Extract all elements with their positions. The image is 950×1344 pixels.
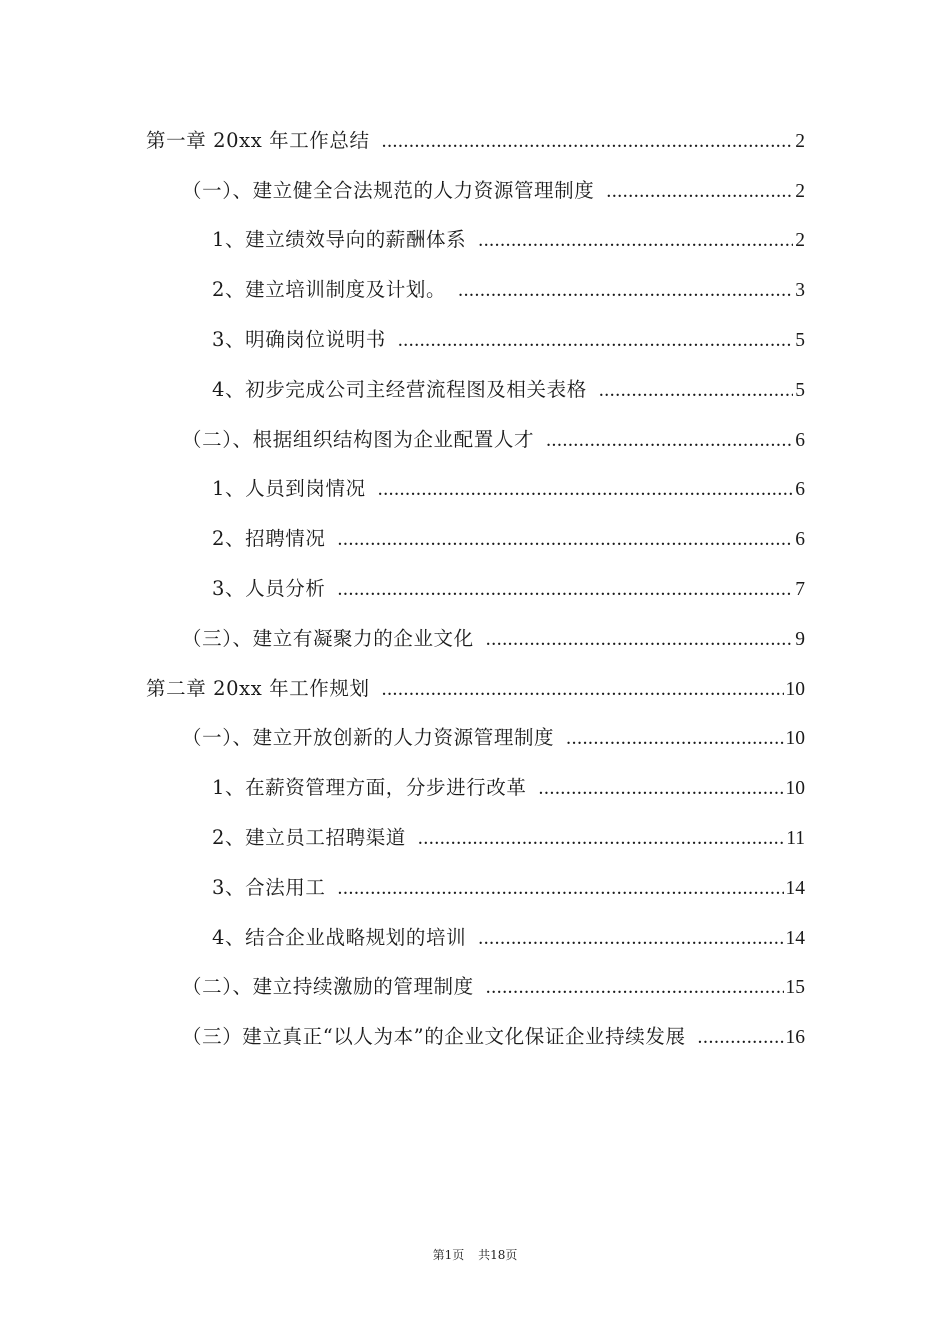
toc-dot-leader (418, 828, 784, 850)
toc-entry-page-number: 6 (795, 529, 805, 551)
toc-entry[interactable] (0, 413, 950, 463)
toc-dot-leader (338, 878, 784, 900)
toc-entry[interactable] (0, 961, 950, 1011)
toc-dot-leader (338, 529, 794, 551)
toc-entry-page-number: 2 (795, 230, 805, 252)
toc-entry-title: 1、在薪资管理方面，分步进行改革 (212, 776, 527, 800)
toc-entry-page-number: 5 (795, 330, 805, 352)
toc-entry-title: 1、人员到岗情况 (212, 477, 366, 501)
toc-entry[interactable] (0, 761, 950, 811)
toc-entry[interactable] (0, 911, 950, 961)
toc-entry-line (182, 623, 805, 651)
table-of-contents (0, 114, 950, 1060)
toc-dot-leader (398, 330, 793, 352)
toc-entry-line (182, 722, 805, 750)
toc-entry[interactable] (0, 712, 950, 762)
toc-dot-leader (698, 1027, 784, 1049)
toc-entry-page-number: 10 (785, 678, 805, 700)
toc-entry-line (182, 175, 805, 203)
toc-entry-title: （二）、建立持续激励的管理制度 (182, 975, 474, 999)
toc-entry-title: 2、招聘情况 (212, 527, 326, 551)
toc-entry-title: 2、建立培训制度及计划。 (212, 278, 447, 302)
toc-entry-page-number: 14 (785, 927, 805, 949)
page-footer (0, 1246, 950, 1263)
toc-entry[interactable] (0, 662, 950, 712)
toc-entry[interactable] (0, 114, 950, 164)
toc-entry-title: （三）建立真正“以人为本”的企业文化保证企业持续发展 (182, 1025, 686, 1049)
toc-dot-leader (338, 579, 794, 601)
toc-dot-leader (378, 479, 794, 501)
toc-entry-line (212, 224, 805, 252)
toc-entry[interactable] (0, 363, 950, 413)
toc-entry-title: （一）、建立开放创新的人力资源管理制度 (182, 726, 555, 750)
toc-dot-leader (382, 131, 794, 153)
toc-entry-page-number: 10 (785, 778, 805, 800)
toc-entry-title: 第一章 20xx 年工作总结 (146, 128, 370, 152)
toc-entry-title: （三）、建立有凝聚力的企业文化 (182, 626, 474, 650)
toc-dot-leader (566, 728, 783, 750)
toc-entry-line (212, 772, 805, 800)
toc-entry-line (146, 125, 805, 153)
toc-entry[interactable] (0, 214, 950, 264)
toc-entry-page-number: 16 (785, 1027, 805, 1049)
toc-dot-leader (539, 778, 784, 800)
footer-page-number: 第1页 (432, 1248, 465, 1262)
toc-entry-line (212, 374, 805, 402)
toc-entry-page-number: 6 (795, 479, 805, 501)
toc-entry[interactable] (0, 612, 950, 662)
toc-entry-page-number: 2 (795, 130, 805, 152)
toc-dot-leader (606, 181, 793, 203)
toc-entry-title: （一）、建立健全合法规范的人力资源管理制度 (182, 178, 595, 202)
toc-entry-line (212, 573, 805, 601)
toc-dot-leader (478, 928, 783, 950)
toc-entry-line (182, 1021, 805, 1049)
toc-dot-leader (486, 977, 784, 999)
toc-entry-title: （二）、根据组织结构图为企业配置人才 (182, 427, 535, 451)
toc-entry-title: 3、合法用工 (212, 875, 326, 899)
toc-entry-page-number: 14 (785, 877, 805, 899)
toc-dot-leader (478, 230, 793, 252)
toc-entry-page-number: 10 (785, 728, 805, 750)
toc-entry[interactable] (0, 263, 950, 313)
toc-entry-line (212, 274, 805, 302)
toc-entry-page-number: 9 (795, 628, 805, 650)
toc-dot-leader (458, 280, 793, 302)
toc-entry-title: 2、建立员工招聘渠道 (212, 826, 406, 850)
toc-entry-title: 1、建立绩效导向的薪酬体系 (212, 228, 467, 252)
toc-entry-line (182, 971, 805, 999)
toc-entry-page-number: 11 (786, 828, 805, 850)
toc-dot-leader (382, 679, 784, 701)
toc-entry-line (212, 872, 805, 900)
toc-entry-line (212, 922, 805, 950)
toc-entry-page-number: 3 (795, 280, 805, 302)
toc-entry-line (212, 324, 805, 352)
toc-entry-page-number: 7 (795, 579, 805, 601)
toc-entry[interactable] (0, 1010, 950, 1060)
toc-entry-page-number: 5 (795, 379, 805, 401)
toc-dot-leader (486, 629, 793, 651)
toc-entry-page-number: 6 (795, 429, 805, 451)
toc-entry[interactable] (0, 512, 950, 562)
toc-dot-leader (546, 430, 793, 452)
toc-entry[interactable] (0, 811, 950, 861)
toc-entry[interactable] (0, 313, 950, 363)
toc-entry-title: 4、初步完成公司主经营流程图及相关表格 (212, 377, 587, 401)
toc-entry-line (212, 822, 805, 850)
toc-entry[interactable] (0, 164, 950, 214)
toc-entry-title: 4、结合企业战略规划的培训 (212, 925, 467, 949)
footer-total-pages: 共18页 (478, 1248, 518, 1262)
toc-entry-line (182, 424, 805, 452)
toc-entry-line (146, 673, 805, 701)
toc-entry-line (212, 473, 805, 501)
toc-entry[interactable] (0, 463, 950, 513)
toc-entry[interactable] (0, 562, 950, 612)
toc-entry-page-number: 15 (785, 977, 805, 999)
toc-entry[interactable] (0, 861, 950, 911)
toc-entry-page-number: 2 (795, 180, 805, 202)
toc-entry-title: 3、明确岗位说明书 (212, 328, 386, 352)
toc-entry-line (212, 523, 805, 551)
toc-entry-title: 第二章 20xx 年工作规划 (146, 676, 370, 700)
toc-dot-leader (599, 380, 793, 402)
toc-entry-title: 3、人员分析 (212, 577, 326, 601)
